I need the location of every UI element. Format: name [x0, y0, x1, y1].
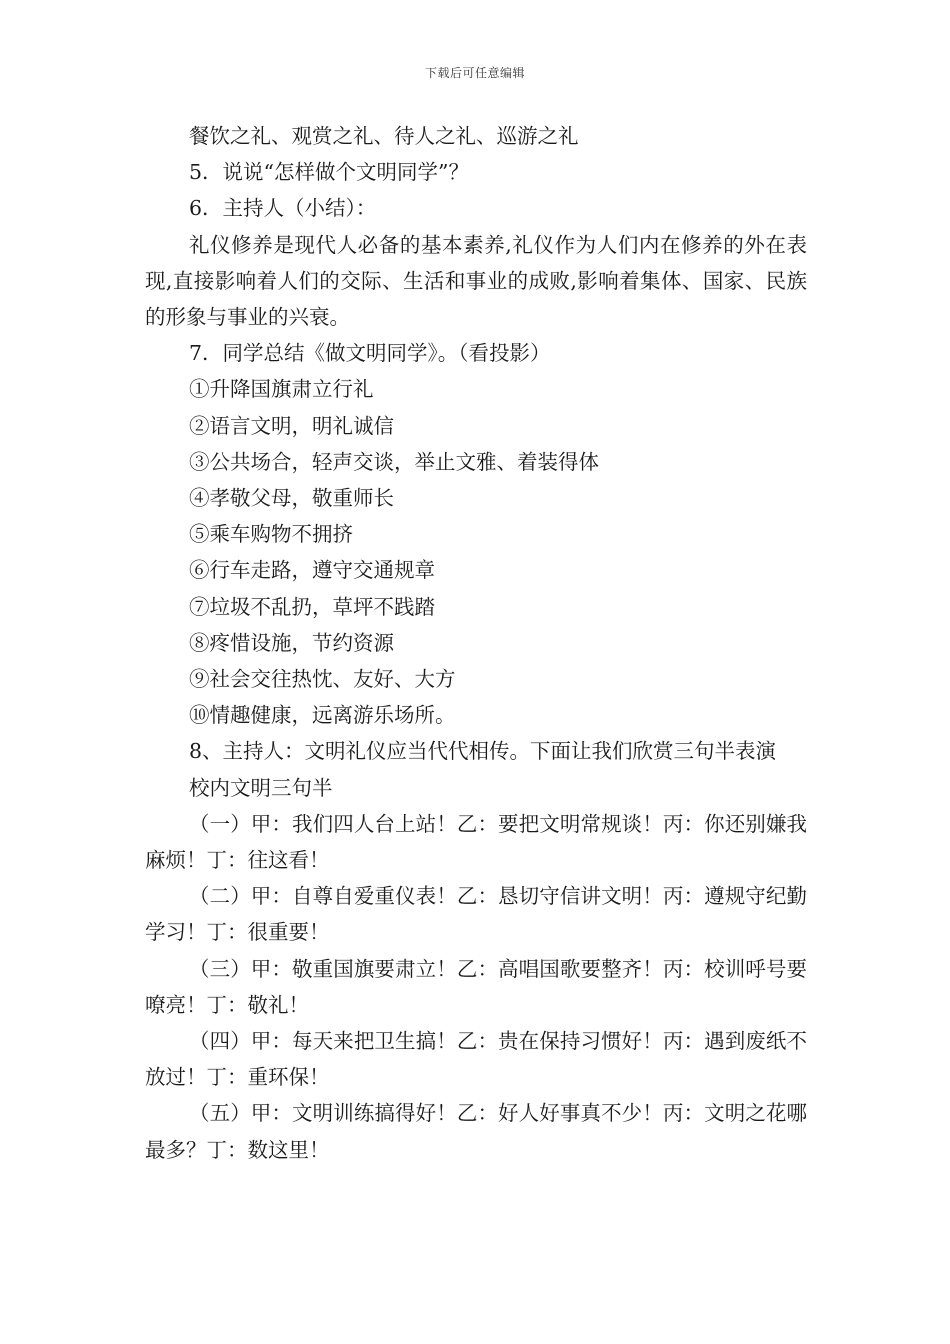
verse-paragraph: （一）甲：我们四人台上站！乙：要把文明常规谈！丙：你还别嫌我麻烦！丁：往这看！ [145, 811, 807, 873]
page-header: 下载后可任意编辑 [424, 66, 525, 80]
paragraph-host-summary: 礼仪修养是现代人必备的基本素养,礼仪作为人们内在修养的外在表现,直接影响着人们的交际、生活和事业的成败,影响着集体、国家、民族的形象与事业的兴衰。 [145, 232, 807, 330]
list-item: ⑥行车走路，遵守交通规章 [189, 558, 435, 583]
list-item: ④孝敬父母，敬重师长 [189, 486, 394, 511]
list-item: ②语言文明，明礼诚信 [189, 413, 394, 438]
list-item: ⑨社会交往热忱、友好、大方 [189, 667, 456, 692]
paragraph-item-5: 5．说说“怎样做个文明同学”？ [189, 160, 470, 185]
verse-paragraph: （四）甲：每天来把卫生搞！乙：贵在保持习惯好！丙：遇到废纸不放过！丁：重环保！ [145, 1029, 807, 1090]
verse-paragraph: （五）甲：文明训练搞得好！乙：好人好事真不少！丙：文明之花哪最多？丁：数这里！ [145, 1101, 807, 1162]
paragraph-item-7: 7．同学总结《做文明同学》。（看投影） [189, 341, 551, 366]
verse-paragraph: （三）甲：敬重国旗要肃立！乙：高唱国歌要整齐！丙：校训呼号要嘹亮！丁：敬礼！ [145, 956, 807, 1017]
paragraph-item-6: 6．主持人（小结）： [189, 196, 377, 221]
list-item: ③公共场合，轻声交谈，举止文雅、着装得体 [189, 449, 599, 474]
list-item: ⑧疼惜设施，节约资源 [189, 630, 394, 655]
document-body [145, 118, 807, 1168]
section-title: 校内文明三句半 [189, 775, 333, 800]
list-item: ⑩情趣健康，远离游乐场所。 [189, 703, 456, 728]
paragraph-etiquette-types: 餐饮之礼、观赏之礼、待人之礼、巡游之礼 [189, 124, 579, 148]
list-item: ⑦垃圾不乱扔，草坪不践踏 [189, 594, 435, 619]
list-item: ⑤乘车购物不拥挤 [189, 522, 353, 547]
verse-paragraph: （二）甲：自尊自爱重仪表！乙：恳切守信讲文明！丙：遵规守纪勤学习！丁：很重要！ [145, 884, 807, 945]
paragraph-item-8: 8、主持人：文明礼仪应当代代相传。下面让我们欣赏三句半表演 [189, 739, 777, 764]
list-item: ①升降国旗肃立行礼 [189, 377, 374, 402]
